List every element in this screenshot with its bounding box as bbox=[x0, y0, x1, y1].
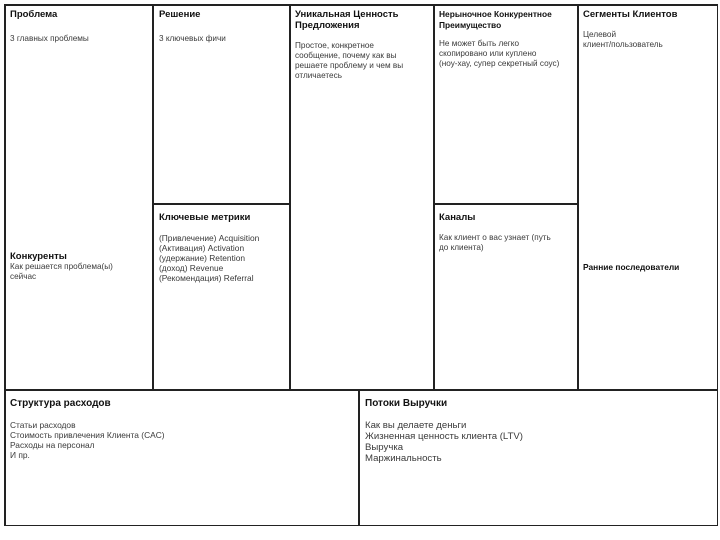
unfair-advantage-title-line1: Нерыночное Конкурентное bbox=[439, 9, 552, 19]
divider-v-3 bbox=[433, 4, 435, 389]
divider-v-bottom bbox=[358, 389, 360, 526]
segments-text-line2: клиент/пользователь bbox=[583, 40, 663, 49]
revenue-streams-block bbox=[365, 398, 713, 464]
unfair-advantage-text-line1: Не может быть легко bbox=[439, 39, 520, 48]
competitors-text-line2: сейчас bbox=[10, 272, 37, 281]
revenue-streams-title: Потоки Выручки bbox=[365, 398, 448, 409]
border-left bbox=[4, 4, 6, 526]
unfair-advantage-title-line2: Преимущество bbox=[439, 20, 502, 30]
divider-horizontal-main bbox=[4, 389, 718, 391]
problem-title: Проблема bbox=[10, 9, 58, 20]
competitors-block bbox=[10, 251, 148, 282]
unfair-advantage-text-line3: (ноу-хау, супер секретный соус) bbox=[439, 59, 560, 68]
border-bottom bbox=[4, 525, 718, 527]
segments-text-line1: Целевой bbox=[583, 30, 617, 39]
cost-item-3: Расходы на персонал bbox=[10, 440, 95, 450]
cost-item-4: И пр. bbox=[10, 450, 30, 460]
cost-item-2: Стоимость привлечения Клиента (CAC) bbox=[10, 430, 165, 440]
uvp-title-line1: Уникальная Ценность bbox=[295, 9, 399, 20]
key-metrics-block bbox=[159, 212, 287, 283]
uvp-text-line3: решаете проблему и чем вы bbox=[295, 61, 404, 70]
solution-title: Решение bbox=[159, 9, 201, 20]
metric-referral: (Рекомендация) Referral bbox=[159, 273, 254, 283]
uvp-text-line1: Простое, конкретное bbox=[295, 41, 374, 50]
competitors-title: Конкуренты bbox=[10, 251, 67, 262]
revenue-item-1: Как вы делаете деньги bbox=[365, 420, 467, 431]
problem-block bbox=[10, 9, 148, 44]
segments-title: Сегменты Клиентов bbox=[583, 9, 678, 20]
metric-acquisition: (Привлечение) Acquisition bbox=[159, 233, 260, 243]
uvp-block bbox=[295, 9, 431, 81]
revenue-item-3: Выручка bbox=[365, 442, 404, 453]
divider-v-4 bbox=[577, 4, 579, 389]
unfair-advantage-text-line2: скопировано или куплено bbox=[439, 49, 537, 58]
channels-text-line2: до клиента) bbox=[439, 243, 484, 252]
segments-block bbox=[583, 9, 715, 50]
uvp-text-line4: отличаетесь bbox=[295, 71, 342, 80]
revenue-item-4: Маржинальность bbox=[365, 453, 442, 464]
border-right bbox=[717, 4, 719, 526]
solution-block bbox=[159, 9, 285, 44]
divider-v-2 bbox=[289, 4, 291, 389]
key-metrics-title: Ключевые метрики bbox=[159, 212, 251, 223]
unfair-advantage-block bbox=[439, 9, 575, 69]
channels-title: Каналы bbox=[439, 212, 476, 223]
cost-structure-title: Структура расходов bbox=[10, 398, 111, 409]
channels-block bbox=[439, 212, 575, 253]
cost-item-1: Статьи расходов bbox=[10, 420, 76, 430]
channels-text-line1: Как клиент о вас узнает (путь bbox=[439, 233, 551, 242]
problem-text: 3 главных проблемы bbox=[10, 34, 89, 43]
metric-retention: (удержание) Retention bbox=[159, 253, 246, 263]
cost-structure-block bbox=[10, 398, 354, 460]
solution-text: 3 ключевых фичи bbox=[159, 34, 226, 43]
divider-v-1 bbox=[152, 4, 154, 389]
early-adopters-title: Ранние последователи bbox=[583, 262, 680, 272]
divider-h-metrics bbox=[152, 203, 289, 205]
uvp-text-line2: сообщение, почему как вы bbox=[295, 51, 397, 60]
metric-revenue: (доход) Revenue bbox=[159, 263, 224, 273]
metric-activation: (Активация) Activation bbox=[159, 243, 245, 253]
revenue-item-2: Жизненная ценность клиента (LTV) bbox=[365, 431, 524, 442]
divider-h-channels bbox=[433, 203, 577, 205]
uvp-title-line2: Предложения bbox=[295, 20, 360, 31]
early-adopters-block bbox=[583, 262, 715, 273]
border-top bbox=[4, 4, 718, 6]
competitors-text-line1: Как решается проблема(ы) bbox=[10, 262, 113, 271]
